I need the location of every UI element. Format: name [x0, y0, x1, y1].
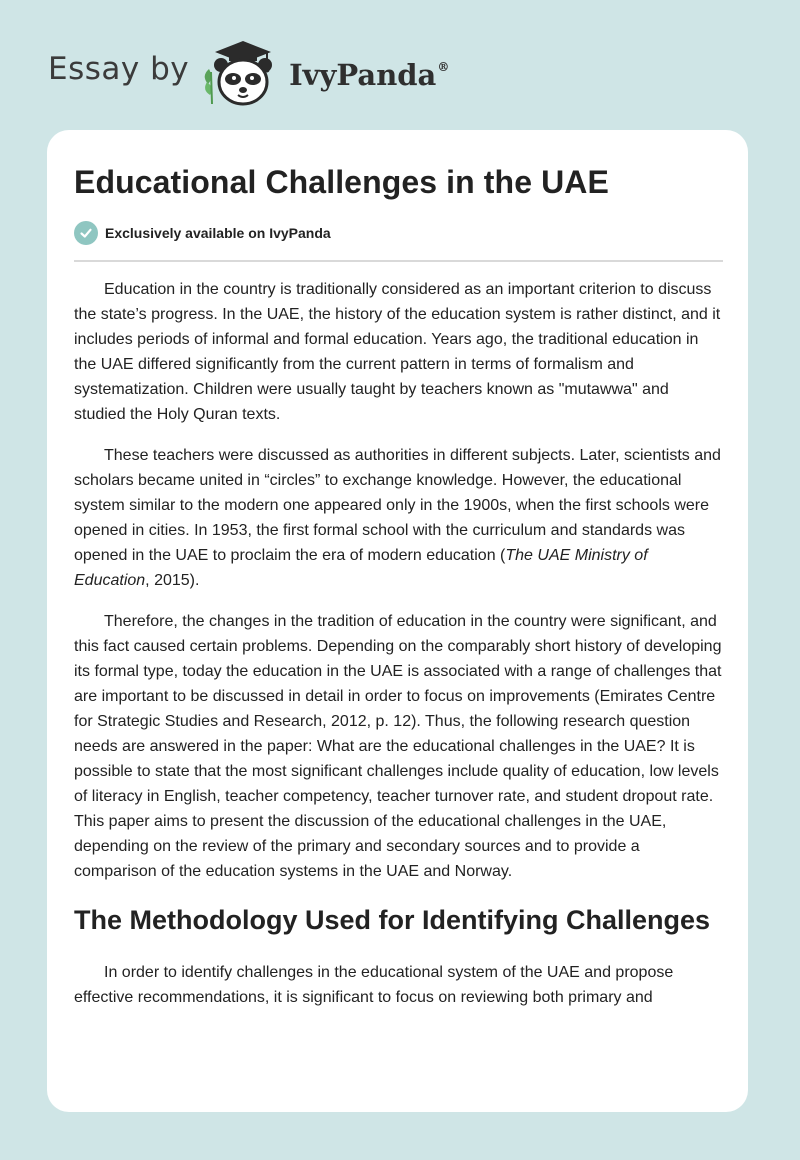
- registered-mark: ®: [437, 60, 450, 74]
- paragraph: Education in the country is traditionally considered as an important criterion to discuss the state’s progress. In the UAE, the history of the education system is rather distinct, and it includes periods of informal and formal education. Years ago, the traditional education in the UAE differed significantly from the current pattern in terms of formalism and systematization. Children were usually taught by teachers known as "mutawwa" and studied the Holy Quran texts.: [74, 281, 721, 423]
- essay-body: [74, 277, 723, 1026]
- paragraph-text: , 2015).: [145, 572, 200, 589]
- panda-graduate-logo-icon[interactable]: [199, 38, 285, 110]
- paragraph-text: These teachers were discussed as authorities in different subjects. Later, scientists and scholars became united in “circles” to exchange knowledge. However, the educational system similar to the modern one appeared only in the 1900s, when the first schools were opened in cities. In 1953, the first formal school with the curriculum and standards was opened in the UAE to proclaim the era of modern education (: [74, 447, 721, 564]
- section-heading: The Methodology Used for Identifying Challenges: [74, 905, 711, 935]
- exclusive-label: Exclusively available on IvyPanda: [105, 225, 331, 241]
- page-title: Educational Challenges in the UAE: [74, 164, 609, 200]
- divider: [74, 260, 723, 262]
- exclusive-badge: [74, 221, 331, 245]
- brand-prefix: Essay by: [48, 51, 190, 87]
- paragraph: Therefore, the changes in the tradition of education in the country were significant, and this fact caused certain problems. Depending on the comparably short history of developing its formal type, today the education in the UAE is associated with a range of challenges that are important to be discussed in detail in order to focus on improvements (Emirates Centre for Strategic Studies and Research, 2012, p. 12). Thus, the following research question needs are answered in the paper: What are the educational challenges in the UAE? It is possible to state that the most significant challenges include quality of education, low levels of literacy in English, teacher competency, teacher turnover rate, and student dropout rate. This paper aims to present the discussion of the educational challenges in the UAE, depending on the review of the primary and secondary sources and to provide a comparison of the education systems in the UAE and Norway.: [74, 613, 722, 880]
- citation-title: The UAE Ministry of Education: [74, 547, 648, 589]
- check-circle-icon: [74, 221, 98, 245]
- site-header: [48, 34, 548, 114]
- paragraph: [74, 443, 723, 593]
- paragraph: In order to identify challenges in the educational system of the UAE and propose effective recommendations, it is significant to focus on reviewing both primary and: [74, 964, 674, 1006]
- essay-card: [47, 130, 748, 1112]
- brand-name[interactable]: IvyPanda®: [289, 58, 450, 92]
